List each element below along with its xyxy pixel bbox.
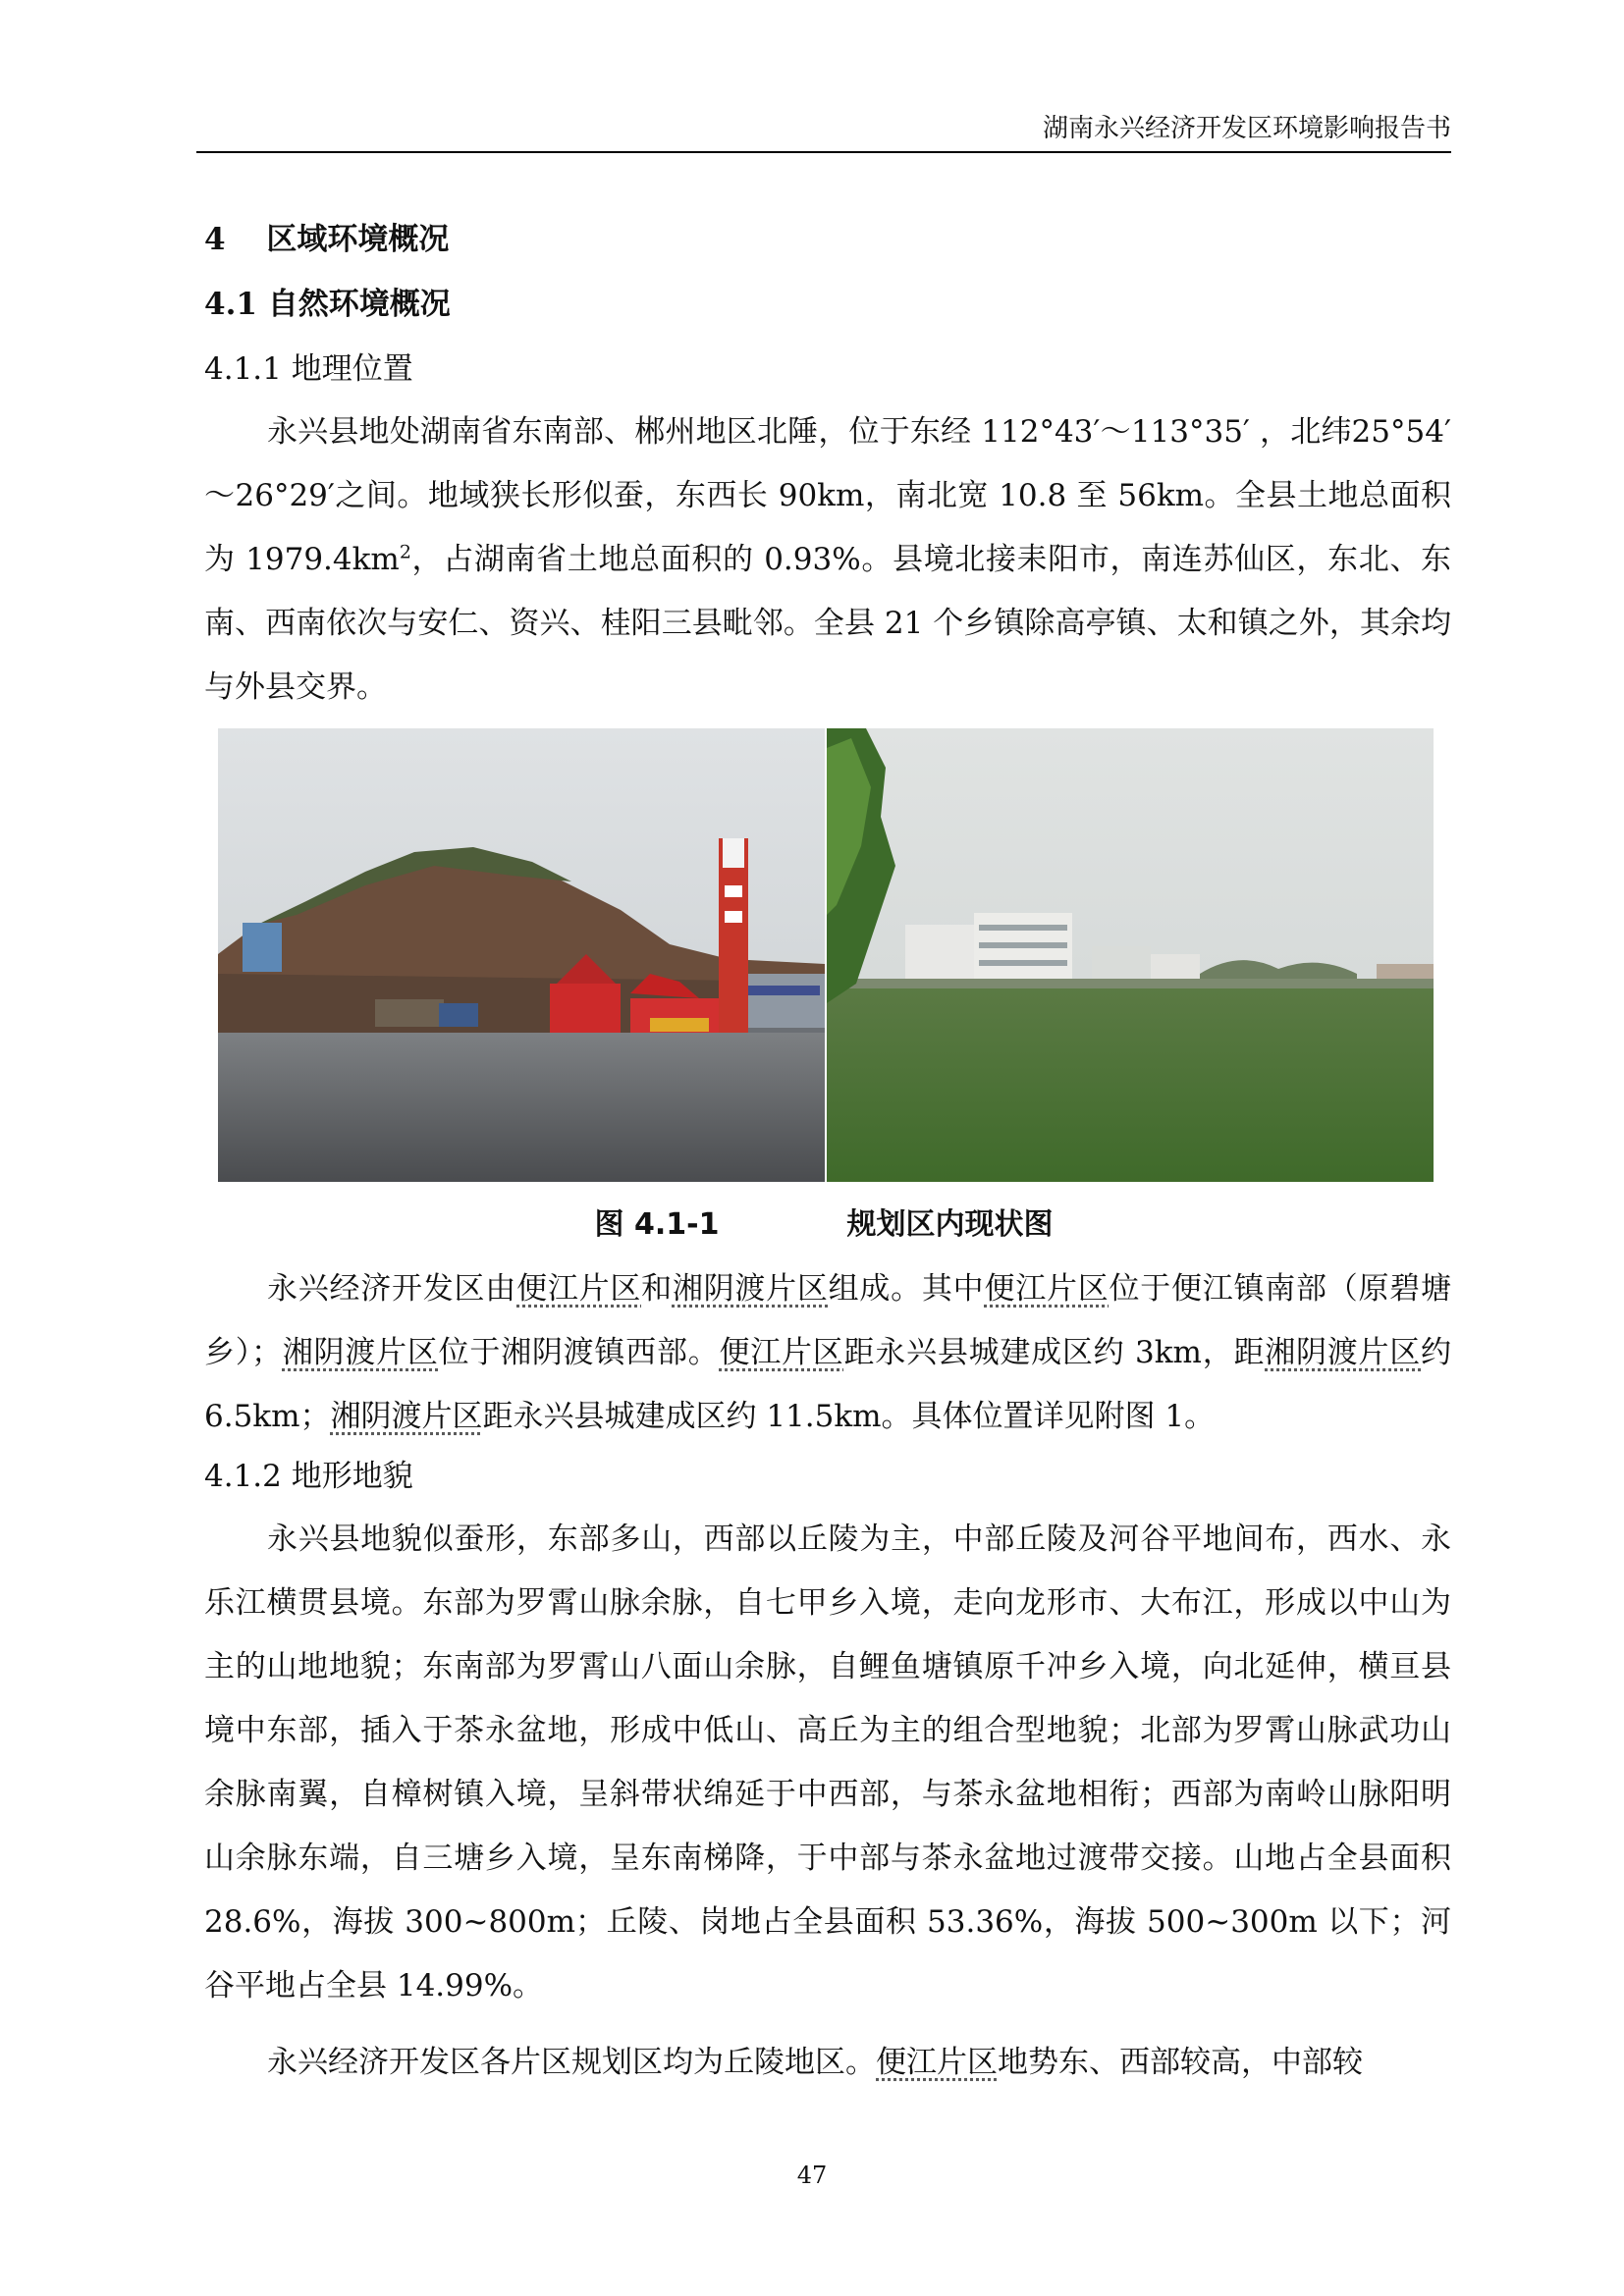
paragraph-terrain: 永兴县地貌似蚕形，东部多山，西部以丘陵为主，中部丘陵及河谷平地间布，西水、永乐江横贯县境。东部为罗霄山脉余脉，自七甲乡入境，走向龙形市、大布江，形成以中山为主的山地地貌；东南部为罗霄山八面山余脉，自鲤鱼塘镇原千冲乡入境，向北延伸，横亘县境中东部，插入于茶永盆地，形成中低山、高丘为主的组合型地貌；北部为罗霄山脉武功山余脉南翼，自樟树镇入境，呈斜带状绵延于中西部，与茶永盆地相衔；西部为南岭山脉阳明山余脉东端，自三塘乡入境，呈东南梯降，于中部与茶永盆地过渡带交接。山地占全县面积 28.6%，海拔 300~800m；丘陵、岗地占全县面积 53.36%，海拔 500~300m 以下；河谷平地占全县 14.99%。 <box>204 1522 1451 2003</box>
heading-section-4-1: 4.1 自然环境概况 <box>204 287 451 322</box>
paragraph-text: 和 <box>641 1271 673 1307</box>
heading-section-4: 4 区域环境概况 <box>204 222 450 257</box>
zone-name-underlined: 湘阴渡片区 <box>330 1399 483 1434</box>
paragraph-planning-area-terrain <box>204 2031 1451 2095</box>
paragraph-text: 位于湘阴渡镇西部。 <box>438 1335 720 1370</box>
zone-name-underlined: 湘阴渡片区 <box>1265 1335 1422 1370</box>
zone-name-underlined: 便江片区 <box>516 1271 642 1307</box>
figure-title: 规划区内现状图 <box>846 1207 1054 1242</box>
photo-gas-station-road <box>218 728 825 1182</box>
zone-name-underlined: 便江片区 <box>876 2045 998 2080</box>
zone-name-underlined: 湘阴渡片区 <box>672 1271 829 1307</box>
paragraph-text: 组成。其中 <box>828 1271 985 1307</box>
paragraph-text: 永兴经济开发区由 <box>267 1271 517 1307</box>
superscript: 2 <box>399 541 411 563</box>
paragraph-text: ，占湖南省土地总面积的 0.93%。县境北接耒阳市，南连苏仙区，东北、东南、西南依次与安仁、资兴、桂阳三县毗邻。全县 21 个乡镇除高亭镇、太和镇之外，其余均与外县交界。 <box>204 542 1451 705</box>
photo-grassland-buildings <box>827 728 1434 1182</box>
paragraph-text: 永兴县地处湖南省东南部、郴州地区北陲，位于东经 112°43′～113°35′ ，北纬25°54′～26°29′之间。地域狭长形似蚕，东西长 90km，南北宽 10.8 至 56km。全县土地总面积为 1979.4km <box>204 414 1451 577</box>
heading-section-4-1-2: 4.1.2 地形地貌 <box>204 1459 413 1494</box>
paragraph-development-zone <box>204 1257 1451 1449</box>
paragraph-text: 永兴经济开发区各片区规划区均为丘陵地区。 <box>267 2045 876 2080</box>
paragraph-text: 位于便江镇南部（原碧塘乡）； <box>204 1271 1452 1370</box>
figure-caption <box>196 1205 1451 1245</box>
paragraph-text: 约 6.5km； <box>204 1335 1452 1434</box>
page-number: 47 <box>796 2162 828 2189</box>
zone-name-underlined: 便江片区 <box>984 1271 1110 1307</box>
report-title: 湖南永兴经济开发区环境影响报告书 <box>1042 114 1451 143</box>
zone-name-underlined: 便江片区 <box>719 1335 844 1370</box>
heading-section-4-1-1: 4.1.1 地理位置 <box>204 351 413 387</box>
paragraph-geographic-location <box>204 400 1451 720</box>
figure-number: 图 4.1-1 <box>594 1207 720 1242</box>
paragraph-text: 地势东、西部较高，中部较 <box>998 2045 1363 2080</box>
paragraph-text: 距永兴县城建成区约 11.5km。具体位置详见附图 1。 <box>482 1399 1216 1434</box>
figure-photos <box>218 728 1434 1182</box>
paragraph-text: 距永兴县城建成区约 3km，距 <box>843 1335 1266 1370</box>
running-header <box>196 110 1451 153</box>
zone-name-underlined: 湘阴渡片区 <box>282 1335 439 1370</box>
